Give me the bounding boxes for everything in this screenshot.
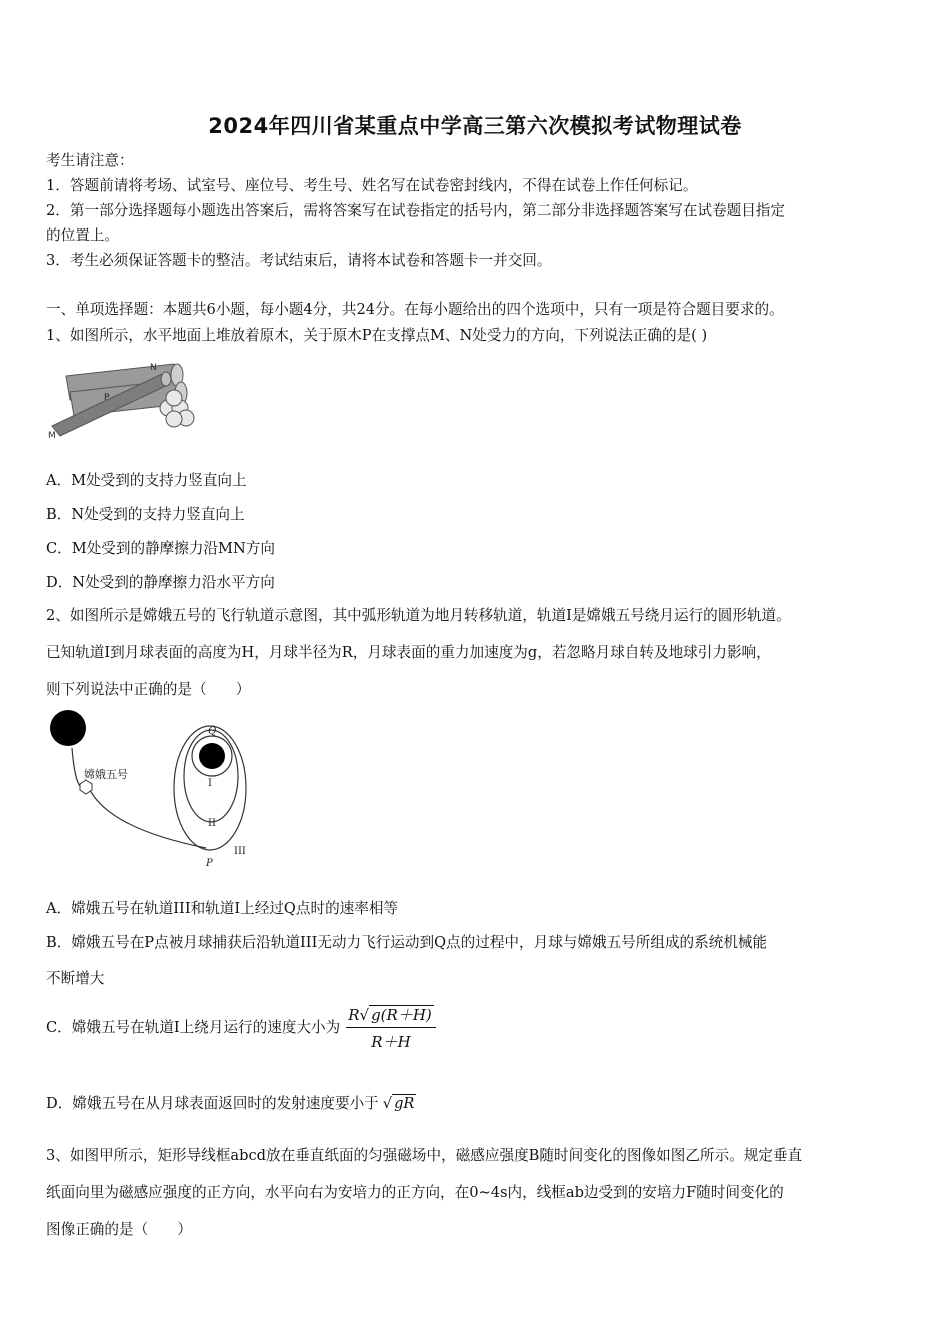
- question-3-stem-2: 纸面向里为磁感应强度的正方向，水平向右为安培力的正方向，在0~4s内，线框ab边受到的安培力F随时间变化的: [46, 1184, 784, 1201]
- earth-icon: [50, 710, 86, 746]
- question-2-stem-2: 已知轨道I到月球表面的高度为H，月球半径为R，月球表面的重力加速度为g，若忽略月球自转及地球引力影响，: [46, 644, 771, 661]
- question-3-stem-3: 图像正确的是（ ）: [46, 1221, 192, 1238]
- velocity-formula: $\frac{R√ g(R+H)}{R+H}$: [346, 1004, 436, 1052]
- question-3-stem-1: 3、如图甲所示，矩形导线框abcd放在垂直纸面的匀强磁场中，磁感应强度B随时间变化的图像如图乙所示。规定垂直: [46, 1147, 803, 1164]
- label-p: P: [206, 858, 213, 869]
- q2-option-b[interactable]: B．嫦娥五号在P点被月球捕获后沿轨道III无动力飞行运动到Q点的过程中，月球与嫦娥五号所组成的系统机械能: [46, 934, 768, 951]
- page-title: 2024年四川省某重点中学高三第六次模拟考试物理试卷: [208, 114, 742, 138]
- q2-option-a[interactable]: A．嫦娥五号在轨道III和轨道I上经过Q点时的速率相等: [46, 900, 399, 917]
- question-1-stem: 1、如图所示，水平地面上堆放着原木，关于原木P在支撑点M、N处受力的方向，下列说法正确的是( ): [46, 327, 708, 344]
- spacecraft-icon: [80, 780, 92, 794]
- label-orbit-2: II: [208, 818, 216, 829]
- question-2-stem-3: 则下列说法中正确的是（ ）: [46, 681, 251, 698]
- logs-figure: [46, 356, 206, 446]
- q1-option-b[interactable]: B．N处受到的支持力竖直向上: [46, 506, 245, 523]
- escape-formula: √ gR: [382, 1095, 415, 1112]
- label-n: N: [150, 363, 157, 373]
- label-p: P: [104, 393, 110, 403]
- label-q: Q: [208, 726, 217, 737]
- q2-option-d-text: D．嫦娥五号在从月球表面返回时的发射速度要小于: [46, 1095, 379, 1112]
- label-orbit-3: III: [234, 846, 246, 857]
- q2-option-d[interactable]: [46, 1092, 416, 1113]
- spacecraft-label: 嫦娥五号: [84, 768, 128, 781]
- q1-option-c[interactable]: C．M处受到的静摩擦力沿MN方向: [46, 540, 275, 557]
- label-m: M: [48, 431, 56, 441]
- notice-heading: 考生请注意：: [46, 152, 134, 169]
- moon-icon: [199, 743, 225, 769]
- notice-item-2: 2．第一部分选择题每小题选出答案后，需将答案写在试卷指定的括号内，第二部分非选择题答案写在试卷题目指定: [46, 202, 785, 219]
- orbit-figure: [46, 708, 276, 878]
- section-heading: 一、单项选择题：本题共6小题，每小题4分，共24分。在每小题给出的四个选项中，只有一项是符合题目要求的。: [46, 301, 784, 318]
- q1-option-d[interactable]: D．N处受到的静摩擦力沿水平方向: [46, 574, 275, 591]
- q1-option-a[interactable]: A．M处受到的支持力竖直向上: [46, 472, 247, 489]
- q2-option-b-cont: 不断增大: [46, 970, 105, 987]
- notice-item-1: 1．答题前请将考场、试室号、座位号、考生号、姓名写在试卷密封线内，不得在试卷上作任何标记。: [46, 177, 698, 194]
- notice-item-3: 3．考生必须保证答题卡的整洁。考试结束后，请将本试卷和答题卡一并交回。: [46, 252, 552, 269]
- question-2-stem-1: 2、如图所示是嫦娥五号的飞行轨道示意图，其中弧形轨道为地月转移轨道，轨道I是嫦娥五号绕月运行的圆形轨道。: [46, 607, 791, 624]
- notice-item-2-cont: 的位置上。: [46, 227, 119, 244]
- label-orbit-1: I: [208, 778, 212, 789]
- q2-option-c[interactable]: [46, 1004, 436, 1052]
- q2-option-c-text: C．嫦娥五号在轨道I上绕月运行的速度大小为: [46, 1019, 341, 1036]
